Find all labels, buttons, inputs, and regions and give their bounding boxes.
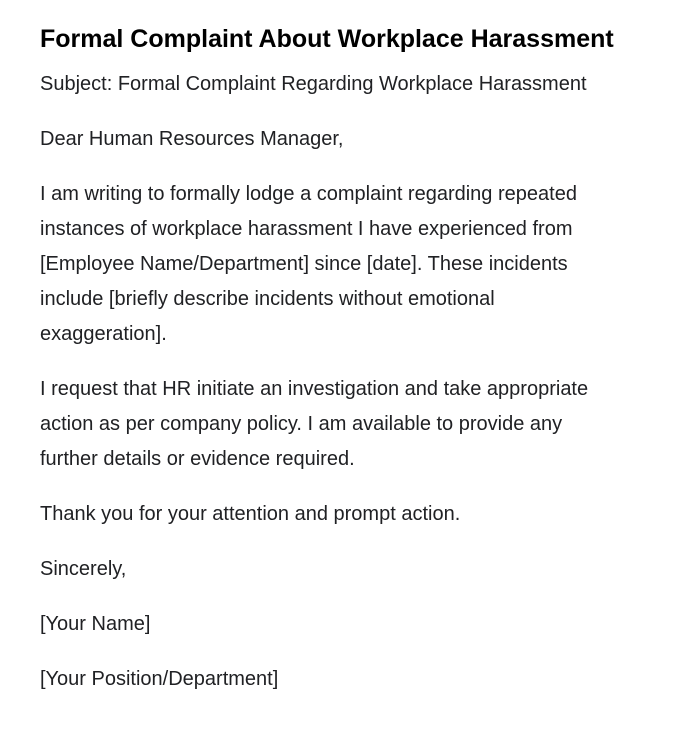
page-title: Formal Complaint About Workplace Harassment [40,25,614,53]
paragraph-signature-position: [Your Position/Department] [40,668,279,690]
paragraph-signature-name: [Your Name] [40,613,151,635]
paragraph-subject-line: Subject: Formal Complaint Regarding Workplace Harassment [40,73,587,95]
paragraph-closing: Sincerely, [40,558,127,580]
paragraph-investigation-request: I request that HR initiate an investigation and take appropriate action as per company policy. I am available to provide any further details or evidence required. [40,378,589,470]
paragraph-salutation: Dear Human Resources Manager, [40,128,344,150]
paragraph-complaint-details: I am writing to formally lodge a complaint regarding repeated instances of workplace harassment I have experienced from [Employee Name/Department] since [date]. These incidents include [briefly describe incidents without emotional exaggeration]. [40,183,577,345]
paragraph-thank-you: Thank you for your attention and prompt action. [40,503,461,525]
